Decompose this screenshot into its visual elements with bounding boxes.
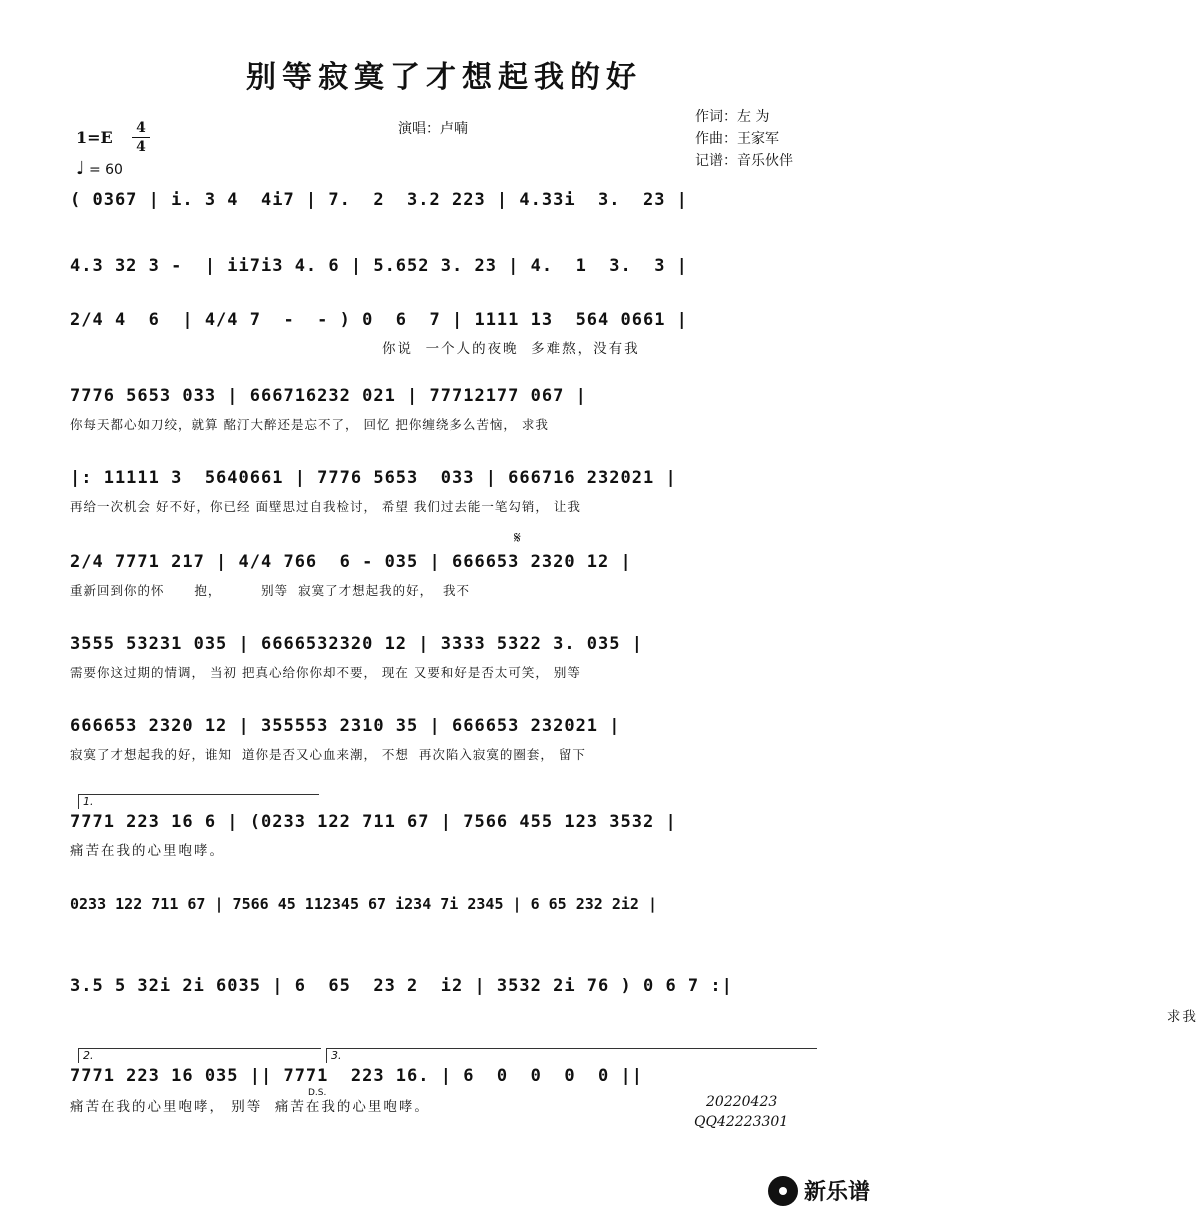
segno-sign: 𝄋	[514, 528, 521, 547]
notes-line: 7771 223 16 6 | (0233 122 711 67 | 7566 455 123 3532 |	[70, 812, 677, 832]
song-title: 别等寂寞了才想起我的好	[246, 60, 642, 95]
volta-bracket-1: 1.	[78, 794, 319, 809]
lyrics-line: 你每天都心如刀绞，就算 酩汀大醉还是忘不了， 回忆 把你缠绕多么苦恼， 求我	[70, 417, 549, 432]
notes-line: 666653 2320 12 | 355553 2310 35 | 666653 232021 |	[70, 716, 621, 736]
quarter-note-icon: ♩	[76, 158, 85, 179]
lyrics-line: 重新回到你的怀 抱， 别等 寂寞了才想起我的好， 我不	[70, 583, 471, 598]
notes-line: 0233 122 711 67 | 7566 45 112345 67 i234 7i 2345 | 6 65 232 2i2 |	[70, 895, 657, 913]
transcriber-credit: 记谱：音乐伙伴	[695, 153, 793, 169]
notes-line: 2/4 4 6 | 4/4 7 - - ) 0 6 7 | 1111 13 564 0661 |	[70, 310, 688, 330]
singer-credit: 演唱：卢喃	[398, 121, 468, 137]
lyrics-line: 你说 一个人的夜晚 多难熬，没有我	[382, 341, 640, 357]
composer-credit: 作曲：王家军	[695, 131, 779, 147]
lyrics-line: 寂寞了才想起我的好，谁知 道你是否又心血来潮， 不想 再次陷入寂寞的圈套， 留下	[70, 747, 586, 762]
volta-bracket-3: 3.	[326, 1048, 817, 1063]
notes-line: 7771 223 16 035 || 7771 223 16. | 6 0 0 0 0 ||	[70, 1066, 643, 1086]
time-signature-top: 4	[136, 120, 146, 136]
notes-line: ( 0367 | i. 3 4 4i7 | 7. 2 3.2 223 | 4.33i 3. 23 |	[70, 190, 688, 210]
volta-bracket-2: 2.	[78, 1048, 321, 1063]
notes-line: 3.5 5 32i 2i 6035 | 6 65 23 2 i2 | 3532 2i 76 ) 0 6 7 :|	[70, 976, 733, 996]
lyrics-line: 再给一次机会 好不好，你已经 面壁思过自我检讨， 希望 我们过去能一笔勾销， 让我	[70, 499, 581, 514]
notes-line: 2/4 7771 217 | 4/4 766 6 - 035 | 666653 2320 12 |	[70, 552, 632, 572]
tempo-marking	[76, 158, 123, 179]
time-signature	[132, 120, 150, 155]
notes-line: 7776 5653 033 | 666716232 021 | 77712177 067 |	[70, 386, 587, 406]
lyrics-line: 痛苦在我的心里咆哮， 别等 痛苦在我的心里咆哮。	[70, 1099, 430, 1115]
notes-line: 3555 53231 035 | 6666532320 12 | 3333 5322 3. 035 |	[70, 634, 643, 654]
key-signature: 1=E	[76, 128, 113, 147]
site-logo-text: 新乐谱	[803, 1180, 870, 1205]
tempo-value: = 60	[88, 162, 123, 178]
site-logo	[768, 1175, 870, 1206]
qq-number: QQ42223301	[694, 1114, 789, 1130]
vinyl-disc-icon	[768, 1176, 798, 1206]
lyricist-credit: 作词：左 为	[695, 109, 770, 125]
notes-line: |: 11111 3 5640661 | 7776 5653 033 | 666716 232021 |	[70, 468, 677, 488]
date-stamp: 20220423	[706, 1094, 778, 1110]
ds-marking: D.S.	[308, 1088, 327, 1098]
notes-line: 4.3 32 3 - | ii7i3 4. 6 | 5.652 3. 23 | 4. 1 3. 3 |	[70, 256, 688, 276]
lyrics-line: 求我	[758, 1009, 1198, 1025]
credits-block	[695, 106, 793, 172]
lyrics-line: 需要你这过期的情调， 当初 把真心给你你却不要， 现在 又要和好是否太可笑， 别等	[70, 665, 581, 680]
time-signature-bottom: 4	[136, 139, 146, 155]
lyrics-line: 痛苦在我的心里咆哮。	[70, 843, 225, 859]
